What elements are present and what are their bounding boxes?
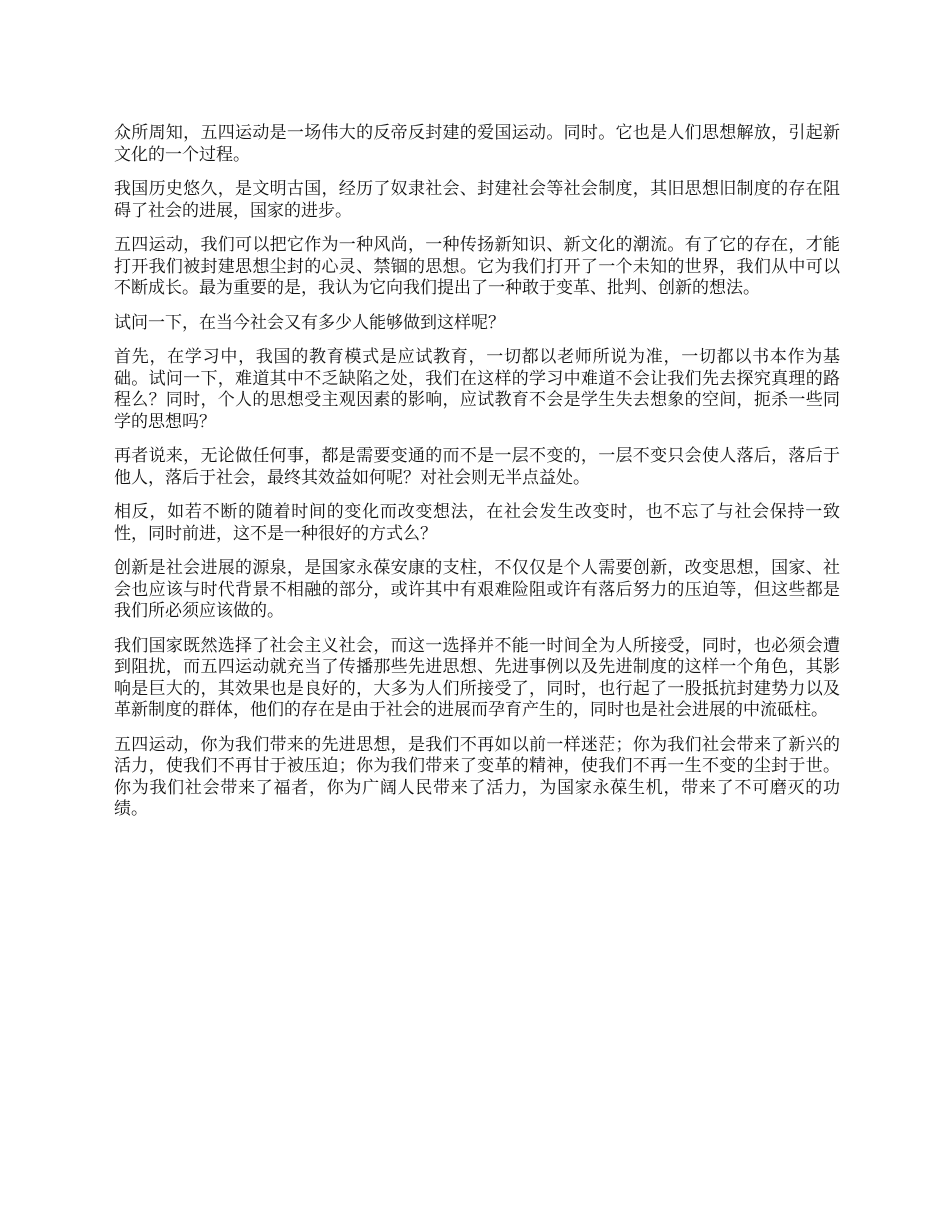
paragraph-7: 相反，如若不断的随着时间的变化而改变想法，在社会发生改变时，也不忘了与社会保持一致性，同时前进，这不是一种很好的方式么？ xyxy=(114,502,840,544)
paragraph-5: 首先，在学习中，我国的教育模式是应试教育，一切都以老师所说为准，一切都以书本作为基础。试问一下，难道其中不乏缺陷之处，我们在这样的学习中难道不会让我们先去探究真理的路程么？同时，个人的思想受主观因素的影响，应试教育不会是学生失去想象的空间，扼杀一些同学的思想吗？ xyxy=(114,347,840,432)
paragraph-6: 再者说来，无论做任何事，都是需要变通的而不是一层不变的，一层不变只会使人落后，落后于他人，落后于社会，最终其效益如何呢？对社会则无半点益处。 xyxy=(114,446,840,488)
paragraph-10: 五四运动，你为我们带来的先进思想，是我们不再如以前一样迷茫；你为我们社会带来了新兴的活力，使我们不再甘于被压迫；你为我们带来了变革的精神，使我们不再一生不变的尘封于世。你为我们社会带来了福者，你为广阔人民带来了活力，为国家永葆生机，带来了不可磨灭的功绩。 xyxy=(114,734,840,819)
paragraph-1: 众所周知，五四运动是一场伟大的反帝反封建的爱国运动。同时。它也是人们思想解放，引起新文化的一个过程。 xyxy=(114,123,840,165)
paragraph-4: 试问一下，在当今社会又有多少人能够做到这样呢？ xyxy=(114,312,505,333)
paragraph-2: 我国历史悠久，是文明古国，经历了奴隶社会、封建社会等社会制度，其旧思想旧制度的存在阻碍了社会的进展，国家的进步。 xyxy=(114,179,840,221)
paragraph-8: 创新是社会进展的源泉，是国家永葆安康的支柱，不仅仅是个人需要创新，改变思想，国家、社会也应该与时代背景不相融的部分，或许其中有艰难险阻或许有落后努力的压迫等，但这些都是我们所必须应该做的。 xyxy=(114,558,840,621)
paragraph-3: 五四运动，我们可以把它作为一种风尚，一种传扬新知识、新文化的潮流。有了它的存在，才能打开我们被封建思想尘封的心灵、禁锢的思想。它为我们打开了一个未知的世界，我们从中可以不断成长。最为重要的是，我认为它向我们提出了一种敢于变革、批判、创新的想法。 xyxy=(114,235,840,298)
document-body xyxy=(114,123,840,834)
paragraph-9: 我们国家既然选择了社会主义社会，而这一选择并不能一时间全为人所接受，同时，也必须会遭到阻扰，而五四运动就充当了传播那些先进思想、先进事例以及先进制度的这样一个角色，其影响是巨大的，其效果也是良好的，大多为人们所接受了，同时，也行起了一股抵抗封建势力以及革新制度的群体，他们的存在是由于社会的进展而孕育产生的，同时也是社会进展的中流砥柱。 xyxy=(114,635,840,720)
